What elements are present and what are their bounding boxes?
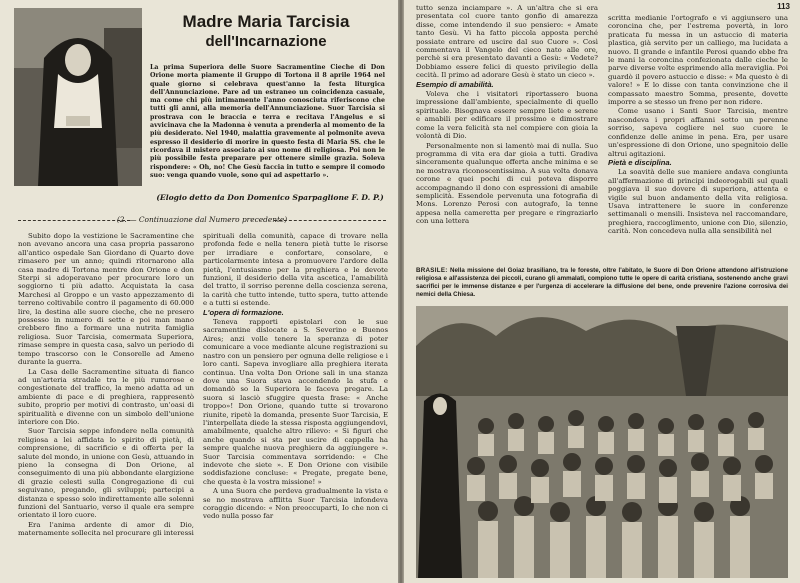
paragraph: A una Suora che perdeva gradualmente la vista e se no mostrava afflitta Suor Tarcisia infondeva coraggio dicendo: « Non preoccuparti, Io che non ci vedo nulla posso far [203,487,388,521]
paragraph: scritta medianie l'ortografo e vi aggiunsero una coroncina che, per l'estrema povertà, in loro praticata fu messa in un astuccio di materia plastica, già servito per un calliego, ma lucidata a nuovo. Il grande e infantile Perosi quando ebbe fra le mani la coroncina confezionata dalle cieche le parve diverse volte esprimendo alla meraviglia. Poi guardò il povero astuccio e disse: « Ma questo è di valore! » E lo disse con tanta convinzione che il compassato maestro Somma, presente, dovette imporre a se stesso un freno per non ridere. [608,14,788,107]
dash-left [18,220,130,221]
nun-portrait-photo [14,8,142,186]
continuation-label: (2. — Continuazione dal Numero precedente) [116,215,288,224]
paragraph: Era l'anima ardente di amor di Dio, maternamente sollecita nel procurare gli interessi [18,520,194,538]
caption-label: BRASILE: [416,267,448,274]
caption-text: Nella missione del Goiaz brasiliano, tra le foreste, oltre l'abitato, le Suore di Don Orione attendono all'istruzione religiosa e all'assistenza dei piccoli, curano gli ammalati, compiono tutte le opere di carità cristiana, sostenendo anche gravi sacrifici per le immense distanze e per l'urgenza di accelerare la diffusione del bene, onde prevenire l'azione corrosiva dei nemici della Chiesa. [416,267,788,298]
paragraph: Come usano i Santi Suor Tarcisia, mentre nascondeva i propri affanni sotto un perenne sorriso, sapeva cogliere nel suo cuore le confidenze delle anime in pena. Era, per usare un'espressione di don Orione, uno spegnitoio delle altrui agitazioni. [608,107,788,158]
page-number: 113 [777,2,790,11]
paragraph: Subito dopo la vestizione le Sacramentine che non avevano ancora una casa propria passarono all'antico ospedale San Giordano di Quarto dove rimasero per un anno; quindi ritornarono alla casa madre di Tortona mentre don Orione e don Sterpi si adoperavano per procurare loro un soggiorno ti più adatto. Acquistata la casa Marchesi al Groppo e un vasto appezzamento di terreno coltivabile contro il pagamento di 60.000 lire, la destina alle suore cieche, che ne presero possesso in numero di sette e poi man mano crebbero fino a formare una nutrita famiglia religiosa. Suor Tarcisia, comermata Superiora, rimase sempre in questa casa, salvo un periodo di tempo trascorso con le Consorelle ad Ameno durante la guerra. [18,232,194,367]
title-line-1: Madre Maria Tarcisia [182,12,350,31]
section-heading: L'opera di formazione. [203,307,284,317]
paragraph: Suor Tarcisia seppe infondere nella comunità religiosa a lei affidata lo spirito di pietà, di comprensione, di sacrificio e di offerta per la salute del mondo, in unione con Gesù, attuando in pieno la consegna di Don Orione, al conseguimento di una più abbondante elargizione di grazie celesti sulla Congregazione di cui seguivano, pregando, gli sviluppi; partecipi a distanza e spesso solo indirettamente alle solenni funzioni del Santuario, verso il quale era sempre orientato il loro cuore. [18,427,194,520]
paragraph: spirituali della comunità, capace di trovare nella profonda fede e nella tenera pietà tutte le risorse per irradiare e confortare, consolare, e particolarmente intesa a promuovere l'ardore della pietà, l'entusiasmo per la preghiera e le devote funzioni, il desiderio della vita ascetica, l'amabilità del tratto, il sorriso perenne della coscienza serena, la carità che tutto intende, tutto spera, tutto attende e a tutti si estende. [203,232,388,308]
continuation-divider [18,215,386,226]
paragraph: Voleva che i visitatori riportassero buona impressione dall'ambiente, specialmente di quello spirituale. Bisognava essere sempre liete e serene e amabili per edificare il prossimo e dimostrare come la vera felicità sta nel compiere con gioia la volontà di Dio. [416,90,598,141]
eulogy-signature: (Elogio detto da Don Domenico Sparpaglione F. D. P.) [156,193,384,202]
section-heading: Pietà e disciplina. [608,157,672,167]
paragraph: La Casa delle Sacramentine situata di fianco ad un'arteria stradale tra le più rumorose e congestionate del traffico, la meno adatta ad un ambiente di pace e di preghiera, rappresentò subito, proprio per motivi di contrasto, un'oasi di spiritualità e divenne con un simbolo dell'unione interiore con Dio. [18,367,194,426]
paragraph: La soavità delle sue maniere andava congiunta all'affermazione di principi indeorogabili sul quali poggiava il suo dovere di superiora, attenta e vigile sul buon andamento della vita religiosa. Usava intrattenere le suore in conferenze settimanali o mensili. Insisteva nel raccomandare, preghiera, raccoglimento, unione con Dio, silenzio, carità. Non concedeva nulla alla sensibilità nel [608,168,788,236]
left-column-2 [203,232,388,522]
right-column-2 [608,14,788,237]
title-line-2: dell'Incarnazione [205,33,327,50]
left-page [0,0,398,583]
paragraph: Personalmente non si lamentò mai di nulla. Suo programma di vita era dar gioia a tutti. Gradiva sinceramente qualunque offerta anche minima e se ne mostrava riconoscentissima. A sua volta donava corone e quei pochi di cui poteva disporre accompagnando il dono con espressioni di amabile semplicità. Essendole pervenuta una fotografia di Mons. Lorenzo Perosi con autografo, la tenne appesa nella cameretta per pregare e ringraziarlo con una lettera [416,141,598,226]
photo-caption [416,267,788,299]
mission-group-photo [416,306,788,578]
article-title [150,12,382,51]
intro-paragraph: La prima Superiora delle Suore Sacramentine Cieche di Don Orione morta piamente il Gruppo di Tortona il 8 aprile 1964 nel quale giorno si celebrava quest'anno la festa liturgica dell'Annunciazione. Pare ad un estraneo un coincidenza casuale, ma come chi più intimamente l'anno conosciuta riferiscono che tutti gli anni, alla memoria dell'Annunciazione. Suor Tarcisia si prostrava con le braccia e terra e recitava l'Angelus e si avvicinava che la Madonna è venuta a prenderla al momento de la più desiderato. Nel 1940, malattia gravemente al polmonite aveva espresso il desiderio di morire in questo festa di Maria SS. che le ricordava il mistero associato ai suo nome di religiosa. Poi non le più possibile festa preparare per ottenere simile grazia. Soleva rispondere: « Oh, no! Che Gesù faccia in tutto e sempre il comodo suo: venga quando vuole, sono qui ad aspettarlo ». [150,64,385,179]
right-column-1 [416,4,598,227]
left-column-1 [18,232,194,539]
paragraph: Teneva rapporti epistolari con le sue sacramentine dislocate a S. Severino e Buenos Aires; anzi volle tenere la speranza di poter comunicare a voce mediante alcune registrazioni su nastro con un pensiero per ognuna delle religiose e i loro canti. Sapeva invogliare alla preghiera iterata continua. Una volta Don Orione sali in una stanza dove una Suora stava accendendo la stufa e domandò so la Superiora le faceva pregare. La suora si lasciò sfuggire questa frase: « Anche troppo»! Don Orione, quando tutte si trovarono riunite, ripetè la domanda, presente Suor Tarcisia, E l'interpellata diede la stessa risposta aggiungendovi, amabilmente, qualche altro rilievo: « Si figuri che anche quando si sta per uscire di cappella ha sempre qualche nuova preghiera da aggiungere ». Suor Tarcisia commentava sorridendo: « Che indevote che siete ». E Don Orione con visibile soddisfazione concluse: « Pregate, pregate bene, che questa è la vostra missione! » [203,318,388,486]
dash-right [274,220,386,221]
paragraph: tutto senza inciampare ». A un'altra che si era presentata col cuore tanto gonfio di amarezza disse, come intendendo il suo pensiero: « Amate tanto Gesù. Vi ha fatto piccola apposta perché possiate entrare ed uscire dal suo Cuore ». Così commentava il Vangelo del cieco nato alle ore, perchè si era presentato davanti a Gesù: « Vedete? Dobbiamo essere felici di questo privilegio della cecità. Il primo ad adorare Gesù è stato un cieco ». [416,4,598,80]
right-page [404,0,800,583]
section-heading: Esempio di amabilità. [416,79,494,89]
